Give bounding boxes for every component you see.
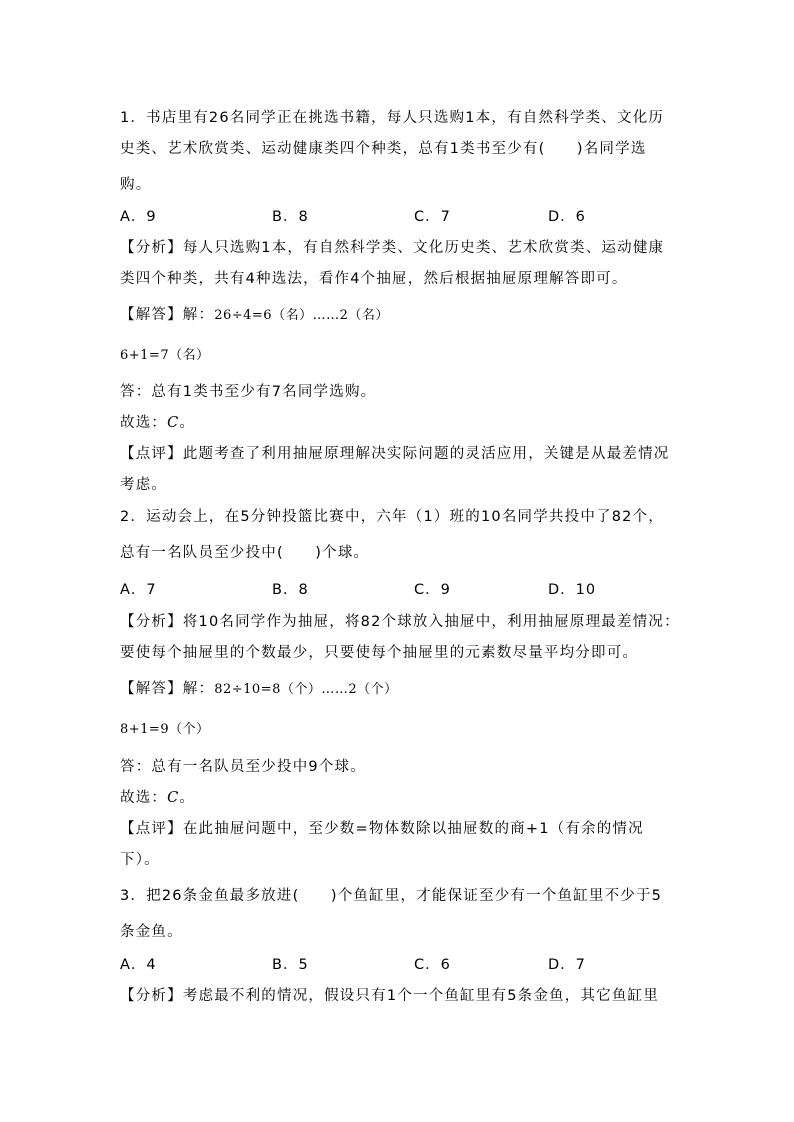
q2-option-a: A．7 xyxy=(120,582,157,598)
solution-equation: 82÷10=8（个）……2（个） xyxy=(214,682,398,697)
q1-option-a: A．9 xyxy=(120,209,157,225)
q2-analysis-line-2: 要使每个抽屉里的个数最少，只要使每个抽屉里的元素数尽量平均分即可。 xyxy=(120,645,639,661)
comment-label: 【点评】 xyxy=(120,446,183,462)
comment-label: 【点评】 xyxy=(120,821,183,837)
q1-stem-line-3: 购。 xyxy=(120,177,152,193)
q3-option-b: B．5 xyxy=(272,957,309,973)
q2-option-c: C．9 xyxy=(414,582,451,598)
q1-option-c: C．7 xyxy=(414,209,451,225)
choice-suffix: 。 xyxy=(179,790,196,806)
analysis-label: 【分析】 xyxy=(120,988,183,1004)
q1-analysis-line-2: 类四个种类，共有4种选法，看作4个抽屉，然后根据抽屉原理解答即可。 xyxy=(120,271,628,287)
choice-prefix: 故选： xyxy=(120,790,168,806)
solution-label: 【解答】解： xyxy=(120,307,215,323)
q2-answer: 答：总有一名队员至少投中9个球。 xyxy=(120,759,366,775)
q1-comment-line-2: 考虑。 xyxy=(120,477,168,493)
q2-comment-line-2: 下）。 xyxy=(120,852,160,868)
q3-option-a: A．4 xyxy=(120,957,157,973)
solution-equation: 26÷4=6（名）……2（名） xyxy=(214,308,389,323)
choice-letter: C xyxy=(167,415,180,431)
q2-solution-line xyxy=(120,679,398,700)
q1-solution-line xyxy=(120,305,389,326)
q1-analysis-line-1 xyxy=(120,238,664,258)
q3-stem-line-2: 条金鱼。 xyxy=(120,924,183,940)
comment-text: 此题考查了利用抽屉原理解决实际问题的灵活应用，关键是从最差情况 xyxy=(182,446,670,462)
q2-stem-line-2: 总有一名队员至少投中( )个球。 xyxy=(120,545,370,561)
q2-analysis-line-1 xyxy=(120,612,680,632)
q2-solution-step-2: 8+1=9（个） xyxy=(120,722,210,737)
q1-stem-line-1: 1．书店里有26名同学正在挑选书籍，每人只选购1本，有自然科学类、文化历 xyxy=(120,110,665,126)
choice-suffix: 。 xyxy=(179,415,196,431)
q2-choice xyxy=(120,788,195,808)
q2-stem-line-1: 2．运动会上，在5分钟投篮比赛中，六年（1）班的10名同学共投中了82个， xyxy=(120,509,664,525)
q1-stem-line-2: 史类、艺术欣赏类、运动健康类四个种类，总有1类书至少有( )名同学选 xyxy=(120,141,647,157)
choice-prefix: 故选： xyxy=(120,415,168,431)
q1-option-b: B．8 xyxy=(272,209,309,225)
q2-option-b: B．8 xyxy=(272,582,309,598)
comment-text: 在此抽屉问题中，至少数=物体数除以抽屉数的商+1（有余的情况 xyxy=(182,821,644,837)
q1-comment-line-1 xyxy=(120,444,670,464)
q1-answer: 答：总有1类书至少有7名同学选购。 xyxy=(120,384,377,400)
analysis-text: 考虑最不利的情况，假设只有1个一个鱼缸里有5条金鱼，其它鱼缸里 xyxy=(182,988,659,1004)
q1-option-d: D．6 xyxy=(548,209,586,225)
analysis-label: 【分析】 xyxy=(120,614,183,630)
q2-option-d: D．10 xyxy=(548,582,597,598)
analysis-text: 将10名同学作为抽屉，将82个球放入抽屉中，利用抽屉原理最差情况： xyxy=(182,614,680,630)
choice-letter: C xyxy=(167,790,180,806)
q1-solution-step-2: 6+1=7（名） xyxy=(120,348,210,363)
solution-label: 【解答】解： xyxy=(120,681,215,697)
q3-option-c: C．6 xyxy=(414,957,451,973)
q3-option-d: D．7 xyxy=(548,957,586,973)
analysis-label: 【分析】 xyxy=(120,240,183,256)
q1-choice xyxy=(120,413,195,433)
q3-stem-line-1: 3．把26条金鱼最多放进( )个鱼缸里，才能保证至少有一个鱼缸里不少于5 xyxy=(120,888,663,904)
q2-comment-line-1 xyxy=(120,819,644,839)
analysis-text: 每人只选购1本，有自然科学类、文化历史类、艺术欣赏类、运动健康 xyxy=(182,240,665,256)
q3-analysis-line-1 xyxy=(120,986,659,1006)
